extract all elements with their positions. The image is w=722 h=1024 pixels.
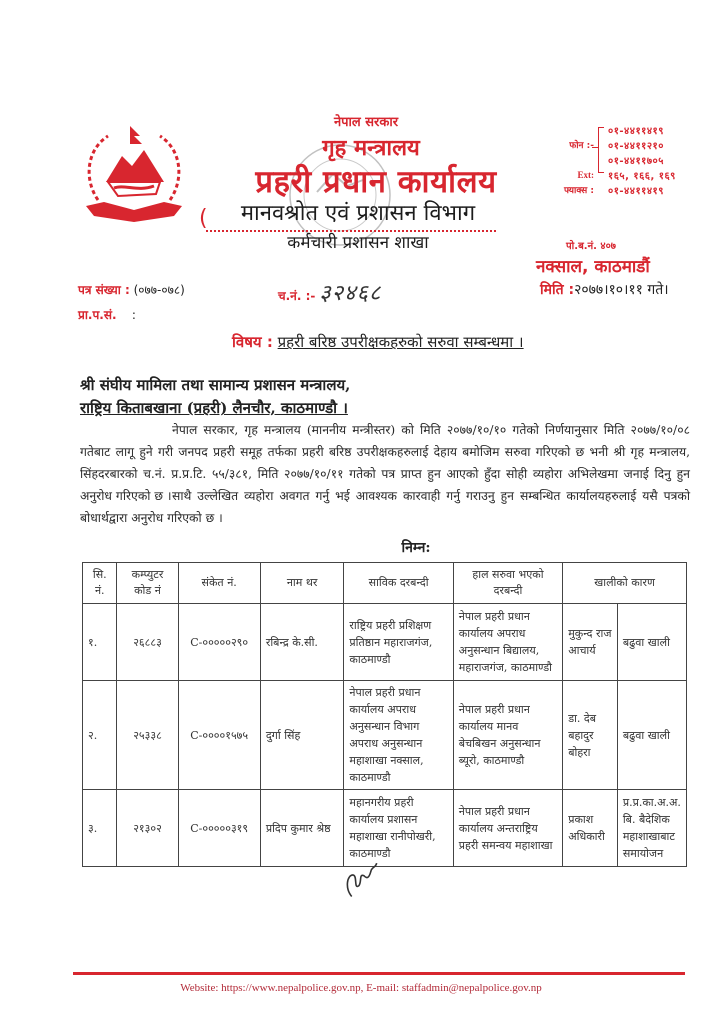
addressee-line-1: श्री संघीय मामिला तथा सामान्य प्रशासन मन्त्रालय, [80, 376, 351, 394]
transfer-table [82, 562, 687, 867]
footer-divider [73, 972, 685, 975]
section-name: कर्मचारी प्रशासन शाखा [287, 233, 429, 253]
header-computer-code: कम्प्युटर कोड नं [117, 563, 178, 604]
government-name: नेपाल सरकार [333, 115, 399, 130]
cell-sn: २. [83, 681, 117, 790]
letter-date [540, 280, 669, 299]
date-value: २०७७।१०।११ गते। [574, 282, 669, 298]
ext-value: १६५, १६६, १६९ [608, 170, 676, 182]
cell-new-post: नेपाल प्रहरी प्रधान कार्यालय अपराध अनुसन्धान बिद्यालय, महाराजगंज, काठमाण्डौ [453, 604, 562, 681]
phone-1: ०१-४४११४१९ [608, 125, 664, 137]
chalani-value: ३२४६८ [319, 281, 382, 306]
prapas-value: : [131, 308, 136, 322]
dispatch-number [278, 277, 381, 307]
cell-previous-post: महानगरीय प्रहरी कार्यालय प्रशासन महाशाखा रानीपोखरी, काठमाण्डौ [344, 790, 453, 867]
list-heading: निम्न: [401, 540, 431, 556]
patra-value: (०७७-०७८) [133, 283, 185, 297]
office-name: प्रहरी प्रधान कार्यालय [255, 164, 497, 200]
fax-value: ०१-४४११४१९ [608, 185, 664, 197]
office-address: नक्साल, काठमाडौं [536, 257, 650, 277]
cell-vacancy-reason: बढुवा खाली [617, 681, 686, 790]
cell-sanket: C-०००००२९० [178, 604, 260, 681]
cell-vacancy-person: मुकुन्द राज आचार्य [563, 604, 618, 681]
cell-code: २६८८३ [117, 604, 178, 681]
cell-new-post: नेपाल प्रहरी प्रधान कार्यालय अन्तराष्ट्रिय प्रहरी समन्वय महाशाखा [453, 790, 562, 867]
patra-label: पत्र संख्या : [78, 283, 130, 297]
body-paragraph-2 [80, 485, 690, 529]
cell-code: २५३३८ [117, 681, 178, 790]
cell-vacancy-person: डा. देब बहादुर बोहरा [563, 681, 618, 790]
phone-label: फोन :- [569, 141, 594, 151]
header-previous-post: साविक दरबन्दी [344, 563, 453, 604]
table-row [83, 790, 687, 867]
department-name: मानवश्रोत एवं प्रशासन विभाग [240, 201, 476, 226]
header-sanket-no: संकेत नं. [178, 563, 260, 604]
subject-line [232, 332, 524, 352]
chalani-label: च.नं. :- [278, 289, 316, 303]
cell-previous-post: नेपाल प्रहरी प्रधान कार्यालय अपराध अनुसन्धान विभाग अपराध अनुसन्धान महाशाखा नक्साल, काठमाण्डौ [344, 681, 453, 790]
cell-vacancy-reason: बढुवा खाली [617, 604, 686, 681]
po-box: पो.ब.नं. ४०७ [566, 241, 617, 252]
cell-sanket: C-०००००३१९ [178, 790, 260, 867]
phone-brace [598, 127, 599, 173]
header-vacancy-reason: खालीको कारण [563, 563, 687, 604]
header-sn: सि. नं. [83, 563, 117, 604]
cell-code: २१३०२ [117, 790, 178, 867]
cell-name: दुर्गा सिंह [260, 681, 344, 790]
date-label: मिति : [540, 282, 575, 298]
cell-vacancy-reason: प्र.प्र.का.अ.अ. बि. बैदेशिक महाशाखाबाट समायोजन [617, 790, 686, 867]
received-letter-number [78, 306, 136, 323]
addressee-line-2: राष्ट्रिय किताबखाना (प्रहरी) लैनचौर, काठमाण्डौ । [80, 399, 348, 417]
table-header-row [83, 563, 687, 604]
prapas-label: प्रा.प.सं. [78, 308, 117, 322]
cell-vacancy-person: प्रकाश अधिकारी [563, 790, 618, 867]
table-row [83, 604, 687, 681]
cell-new-post: नेपाल प्रहरी प्रधान कार्यालय मानव बेचबिखन अनुसन्धान ब्यूरो, काठमाण्डौ [453, 681, 562, 790]
cell-name: प्रदिप कुमार श्रेष्ठ [260, 790, 344, 867]
cell-sanket: C-००००१५७५ [178, 681, 260, 790]
phone-3: ०१-४४११७०५ [608, 155, 664, 167]
ext-label: Ext: [577, 169, 594, 180]
header-new-post: हाल सरुवा भएको दरबन्दी [453, 563, 562, 604]
cell-name: रबिन्द्र के.सी. [260, 604, 344, 681]
footer-contact: Website: https://www.nepalpolice.gov.np, E-mail: staffadmin@nepalpolice.gov.np [180, 982, 542, 994]
cell-sn: १. [83, 604, 117, 681]
table-row [83, 681, 687, 790]
subject-label: विषय : [232, 333, 273, 351]
cell-previous-post: राष्ट्रिय प्रहरी प्रशिक्षण प्रतिष्ठान महाराजगंज, काठमाण्डौ [344, 604, 453, 681]
header-name: नाम थर [260, 563, 344, 604]
cell-sn: ३. [83, 790, 117, 867]
subject-value: प्रहरी बरिष्ठ उपरीक्षकहरुको सरुवा सम्बन्धमा । [277, 333, 524, 351]
phone-2: ०१-४४११२१० [608, 140, 664, 152]
body-paragraph-2-text: साथै उल्लेखित व्यहोरा अवगत गर्नु भई आवश्यक कारवाही गर्नु गराउनु हुन सम्बन्धित कार्यालयहरुलाई यसै पत्रको बोधार्थद्वारा अनुरोध गरिएको छ । [80, 489, 690, 525]
letter-number [78, 281, 185, 298]
body-paragraph-1-text: नेपाल सरकार, गृह मन्त्रालय (माननीय मन्त्रीस्तर) को मिति २०७७/१०/१० गतेको निर्णयानुसार मिति २०७७/१०/०८ गतेबाट लागू हुने गरी जनपद प्रहरी समूह तर्फका प्रहरी बरिष्ठ उपरीक्षकहरुलाई देहाय बमोजिम सरुवा गरिएको छ भनी श्री गृह मन्त्रालय, सिंहदरबारको च.नं. प्र.प्र.टि. ५५/३८१, मिति २०७७/१०/११ गतेको पत्र प्राप्त हुन आएको हुँदा सोही व्यहोरा अभिलेखमा जनाई दिनु हुन अनुरोध गरिएको छ । [80, 423, 690, 503]
contact-block [540, 122, 715, 197]
ministry-name: गृह मन्त्रालय [322, 136, 420, 161]
decorative-paren: ( [199, 206, 208, 231]
fax-label: फ्याक्स : [563, 186, 594, 196]
